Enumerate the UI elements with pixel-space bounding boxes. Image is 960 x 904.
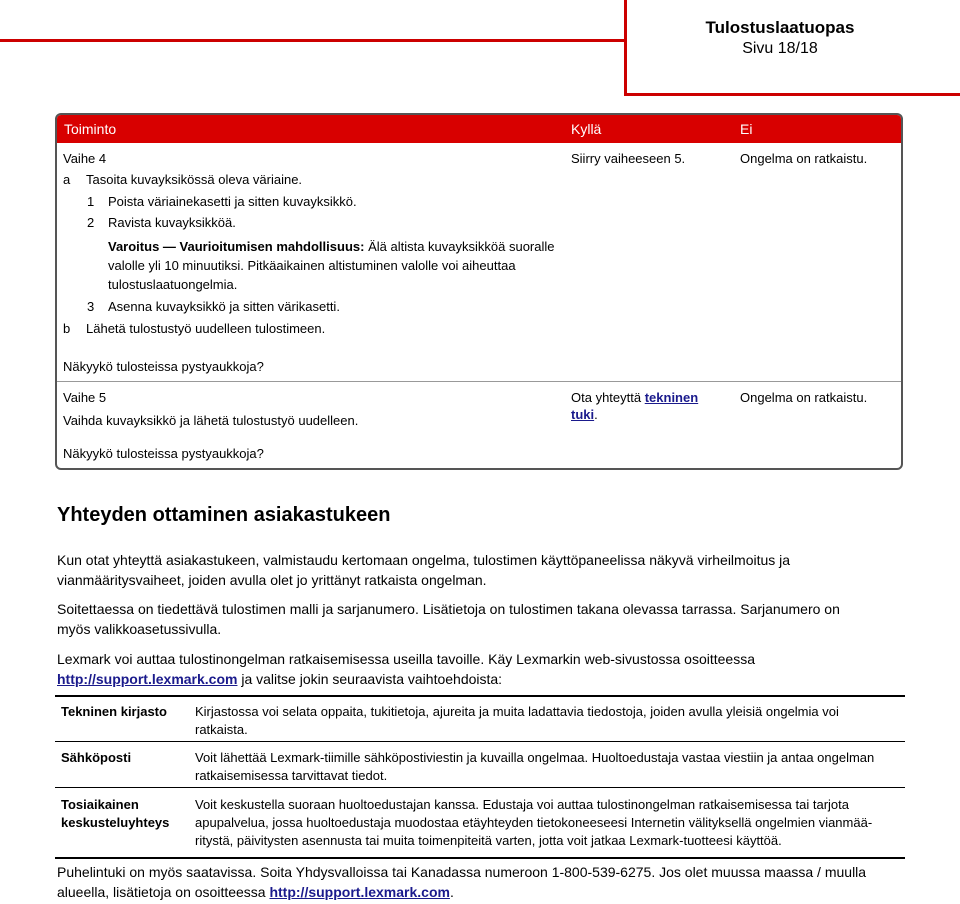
step4-question: Näkyykö tulosteissa pystyaukkoja? [63,359,264,374]
row-divider [55,787,905,788]
option-text-line: Kirjastossa voi selata oppaita, tukitietoja, ajureita ja muita ladattavia tiedostoja, joiden avulla yleisiä ongelmia voi [195,704,839,719]
option-text-line: ratkaisemisessa tarvittavat tiedot. [195,768,388,783]
p3-rest: ja valitse jokin seuraavista vaihtoehdoista: [237,671,503,687]
step4-a-letter: a [63,172,71,187]
contact-paragraph-2 [57,599,907,639]
p1-line-2: vianmääritysvaiheet, joiden avulla olet jo yrittänyt ratkaista ongelman. [57,572,487,588]
contact-paragraph-1 [57,550,907,590]
step5-text: Vaihda kuvayksikkö ja lähetä tulostustyö uudelleen. [63,413,359,428]
p4-line-1: Puhelintuki on myös saatavissa. Soita Yhdysvalloissa tai Kanadassa numeroon 1-800-539-6275. Jos olet muussa maassa / muulla [57,864,867,880]
step5-yes-suffix: . [594,407,598,422]
p1-line-1: Kun otat yhteyttä asiakastukeen, valmistaudu kertomaan ongelma, tulostimen käyttöpaneelissa näkyvä virheilmoitus ja [57,552,791,568]
step4-a-text: Tasoita kuvayksikössä oleva väriaine. [86,172,303,187]
step4-n3: 3 [87,299,95,314]
table-header [57,115,901,143]
option-text-line: apupalvelua, jossa huoltoedustaja muodostaa etäyhteyden tietokoneeseesi Internetin välityksellä ongelmien vianmää- [195,815,873,830]
option-text-line: Voit keskustella suoraan huoltoedustajan kanssa. Edustaja voi auttaa tulostinongelman ratkaisemisessa tai tarjota [195,797,849,812]
step4-b-text: Lähetä tulostustyö uudelleen tulostimeen. [86,321,326,336]
column-header-yes: Kyllä [571,121,602,137]
step4-b-letter: b [63,321,71,336]
contact-options-table [55,695,905,859]
option-label-line: Tosiaikainen [61,797,139,812]
step4-yes: Siirry vaiheeseen 5. [571,151,686,166]
p2-line-1: Soitettaessa on tiedettävä tulostimen malli ja sarjanumero. Lisätietoja on tulostimen takana olevassa tarrassa. Sarjanumero on [57,601,840,617]
troubleshooting-table [55,113,903,470]
step4-n2: 2 [87,215,95,230]
step5-yes-prefix: Ota yhteyttä [571,390,642,405]
step5-yes-line2 [571,407,598,422]
warning-line-3: tulostuslaatuongelmia. [108,277,238,292]
page-number: Sivu 18/18 [742,40,818,57]
option-text-library [195,703,895,739]
option-label-line: keskusteluyhteys [61,815,170,830]
option-label-email: Sähköposti [61,750,132,765]
step4-title: Vaihe 4 [63,151,107,166]
row-divider [57,381,901,382]
column-header-action: Toiminto [64,121,117,137]
table-body [57,143,901,468]
row-divider [55,741,905,742]
step4-no: Ongelma on ratkaistu. [740,151,868,166]
support-url-link[interactable]: http://support.lexmark.com [57,671,238,687]
step4-n1: 1 [87,194,95,209]
option-text-line: Voit lähettää Lexmark-tiimille sähköpostiviestin ja kuvailla ongelmaa. Huoltoedustaja vastaa viestiin ja antaa ongelman [195,750,875,765]
p3-line-2 [57,669,907,689]
p3-line-1: Lexmark voi auttaa tulostinongelman ratkaisemisessa useilla tavoille. Käy Lexmarkin web-sivustossa osoitteessa [57,651,755,667]
option-text-email [195,749,895,785]
header-underline [624,93,960,96]
p4-line-2 [57,882,907,902]
option-text-line: ratkaista. [195,722,248,737]
document-title: Tulostuslaatuopas [705,18,855,37]
option-label-library: Tekninen kirjasto [61,704,167,719]
warning-line-1 [108,239,555,254]
warning-label: Varoitus — Vaurioitumisen mahdollisuus: [108,239,365,254]
p4-prefix: alueella, lisätietoja on osoitteessa [57,884,270,900]
step5-yes-line1 [571,390,698,405]
option-label-chat [61,796,181,832]
p4-suffix: . [449,884,454,900]
warning-text: Älä altista kuvayksikköä suoralle [368,239,555,254]
top-rule [0,0,624,42]
option-text-line: ritystä, päivitysten asennusta tai muita toimenpiteitä varten, jotta voit jatkaa Lexmark-tuotteesi käyttöä. [195,833,782,848]
header-divider [624,0,627,96]
step4-n1-text: Poista väriainekasetti ja sitten kuvayksikkö. [108,194,357,209]
section-heading: Yhteyden ottaminen asiakastukeen [57,504,391,526]
support-link-cont[interactable]: tuki [571,407,595,422]
contact-paragraph-3 [57,649,907,689]
step5-title: Vaihe 5 [63,390,107,405]
step4-n3-text: Asenna kuvayksikkö ja sitten värikasetti. [108,299,340,314]
warning-line-2: valolle yli 10 minuutiksi. Pitkäaikainen altistuminen valolle voi aiheuttaa [108,258,516,273]
step5-no: Ongelma on ratkaistu. [740,390,868,405]
step5-question: Näkyykö tulosteissa pystyaukkoja? [63,446,264,461]
column-header-no: Ei [740,121,753,137]
contact-paragraph-4 [57,862,907,902]
option-text-chat [195,796,895,850]
support-link[interactable]: tekninen [644,390,699,405]
p2-line-2: myös valikkoasetussivulla. [57,621,222,637]
step4-n2-text: Ravista kuvayksikköä. [108,215,236,230]
support-url-link-2[interactable]: http://support.lexmark.com [269,884,450,900]
